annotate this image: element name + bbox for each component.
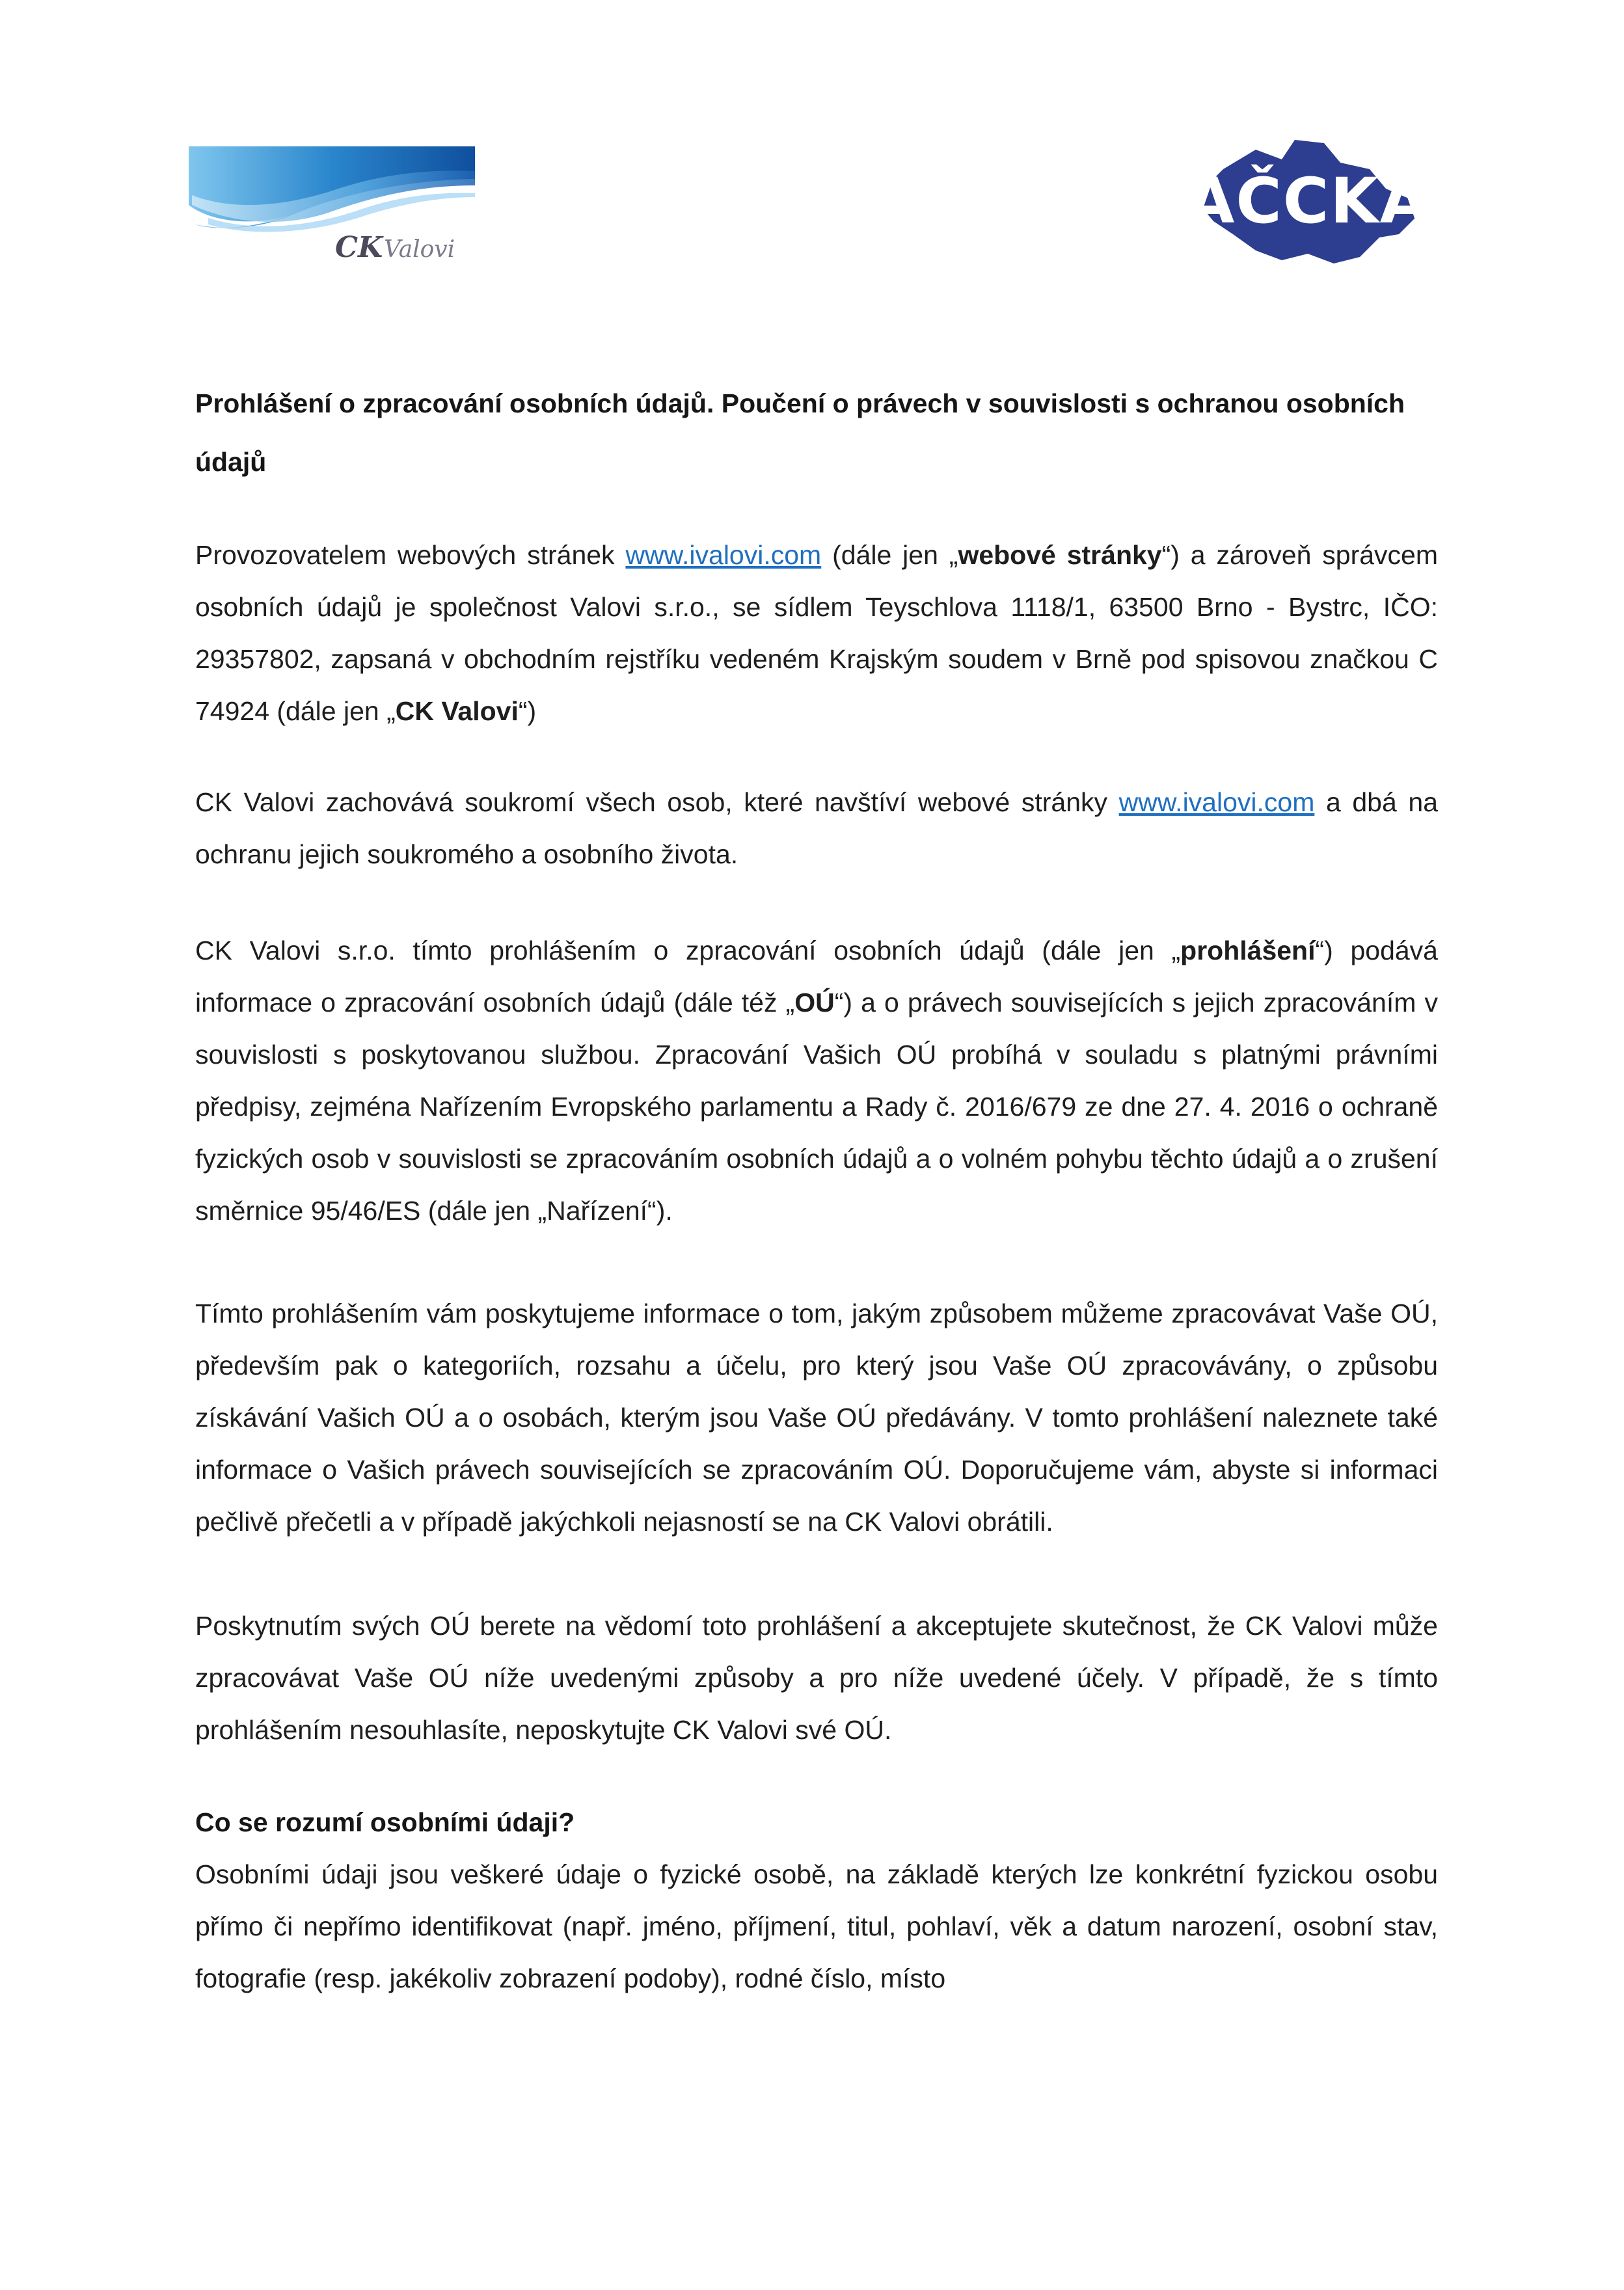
- accka-logo: [1184, 124, 1431, 280]
- svg-text:Valovi: Valovi: [384, 236, 455, 263]
- paragraph-declaration: CK Valovi s.r.o. tímto prohlášením o zpracování osobních údajů (dále jen „prohlášení“) podává informace o zpracování osobních údajů (dále též „OÚ“) a o právech souvisejících s jejich zpracováním v souvislosti s poskytovanou službou. Zpracování Vašich OÚ probíhá v souladu s platnými právními předpisy, zejména Nařízením Evropského parlamentu a Rady č. 2016/679 ze dne 27. 4. 2016 o ochraně fyzických osob v souvislosti se zpracováním osobních údajů a o volném pohybu těchto údajů a o zrušení směrnice 95/46/ES (dále jen „Nařízení“).: [195, 936, 1438, 1226]
- ck-valovi-logo: [189, 133, 475, 273]
- website-link[interactable]: www.ivalovi.com: [625, 540, 822, 570]
- paragraph-operator: Provozovatelem webových stránek www.ivalovi.com (dále jen „webové stránky“) a zároveň správcem osobních údajů je společnost Valovi s.r.o., se sídlem Teyschlova 1118/1, 63500 Brno - Bystrc, IČO: 29357802, zapsaná v obchodním rejstříku vedeném Krajským soudem v Brně pod spisovou značkou C 74924 (dále jen „CK Valovi“): [195, 540, 1438, 726]
- paragraph-privacy: CK Valovi zachovává soukromí všech osob, které navštíví webové stránky www.ivalovi.com a dbá na ochranu jejich soukromého a osobního života.: [195, 787, 1438, 869]
- document-body: [195, 374, 1438, 2004]
- website-link-2[interactable]: www.ivalovi.com: [1118, 787, 1315, 817]
- section-heading-personal-data: Co se rozumí osobními údaji?: [195, 1807, 575, 1837]
- svg-text:CK: CK: [335, 231, 383, 264]
- paragraph-information: Tímto prohlášením vám poskytujeme informace o tom, jakým způsobem můžeme zpracovávat Vaše OÚ, především pak o kategoriích, rozsahu a účelu, pro který jsou Vaše OÚ zpracovávány, o způsobu získávání Vašich OÚ a o osobách, kterým jsou Vaše OÚ předávány. V tomto prohlášení naleznete také informace o Vašich právech souvisejících se zpracováním OÚ. Doporučujeme vám, abyste si informaci pečlivě přečetli a v případě jakýchkoli nejasností se na CK Valovi obrátili.: [195, 1299, 1438, 1537]
- svg-text:AČCKA: AČCKA: [1186, 165, 1429, 237]
- paragraph-personal-data: Osobními údaji jsou veškeré údaje o fyzické osobě, na základě kterých lze konkrétní fyzickou osobu přímo či nepřímo identifikovat (např. jméno, příjmení, titul, pohlaví, věk a datum narození, osobní stav, fotografie (resp. jakékoliv zobrazení podoby), rodné číslo, místo: [195, 1859, 1438, 1993]
- paragraph-consent: Poskytnutím svých OÚ berete na vědomí toto prohlášení a akceptujete skutečnost, že CK Valovi může zpracovávat Vaše OÚ níže uvedenými způsoby a pro níže uvedené účely. V případě, že s tímto prohlášením nesouhlasíte, neposkytujte CK Valovi své OÚ.: [195, 1611, 1438, 1745]
- document-title: Prohlášení o zpracování osobních údajů. Poučení o právech v souvislosti s ochranou osobních údajů: [195, 388, 1405, 477]
